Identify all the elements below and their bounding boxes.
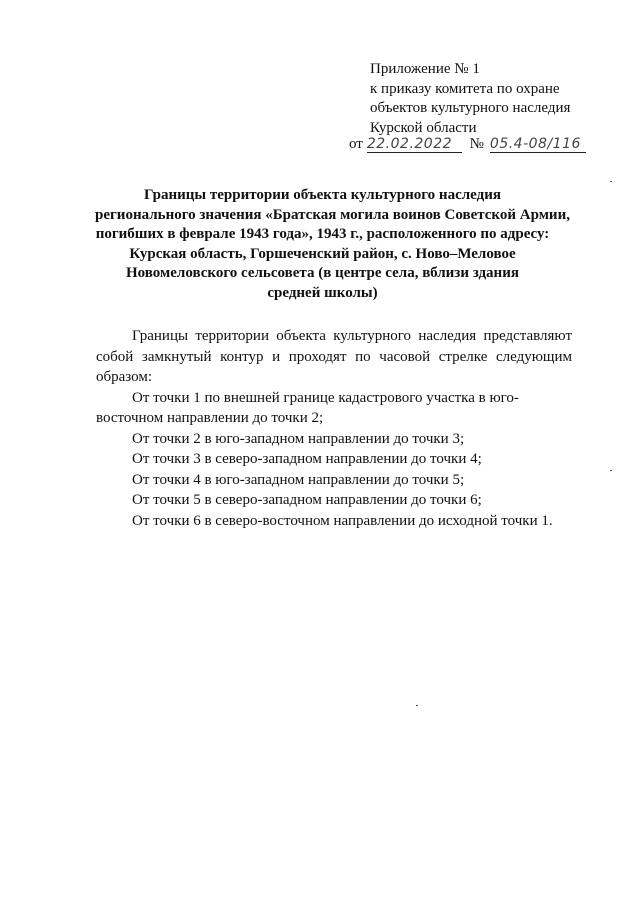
order-date-handwritten: 22.02.2022	[367, 136, 462, 153]
boundary-item: От точки 3 в северо-западном направлении до точки 4;	[132, 451, 482, 467]
document-title	[95, 186, 570, 304]
document-body	[96, 326, 572, 531]
appendix-number: Приложение № 1	[370, 61, 480, 77]
order-number-label: №	[469, 136, 484, 152]
boundary-item: От точки 6 в северо-восточном направлении до исходной точки 1.	[132, 512, 553, 529]
boundary-item: От точки 2 в юго-западном направлении до точки 3;	[132, 430, 465, 447]
scan-speck	[610, 181, 612, 182]
title-line: Новомеловского сельсовета (в центре села, вблизи здания	[126, 265, 519, 282]
title-line: Курская область, Горшеченский район, с. Ново–Меловое	[129, 245, 516, 262]
title-line: погибших в феврале 1943 года», 1943 г., расположенного по адресу:	[95, 226, 550, 243]
appendix-committee: объектов культурного наследия	[370, 100, 571, 116]
appendix-region: Курской области	[370, 119, 477, 136]
title-line: средней школы)	[267, 284, 378, 301]
title-line: регионального значения «Братская могила воинов Советской Армии,	[95, 206, 570, 223]
intro-paragraph: Границы территории объекта культурного наследия представляют собой замкнутый контур и проходят по часовой стрелке следующим образом:	[96, 328, 572, 385]
appendix-header	[370, 60, 570, 138]
boundary-item-continuation: восточном направлении до точки 2;	[96, 410, 324, 426]
boundary-item	[96, 388, 572, 429]
scan-speck	[416, 705, 418, 706]
order-from-label: от	[349, 136, 363, 152]
boundary-item-text: От точки 1 по внешней границе кадастрового участка в юго-	[132, 389, 519, 406]
order-number-handwritten: 05.4-08/116	[490, 136, 586, 153]
order-date-number	[349, 134, 586, 154]
appendix-order-ref: к приказу комитета по охране	[370, 80, 560, 97]
boundary-item: От точки 5 в северо-западном направлении до точки 6;	[132, 492, 482, 508]
title-line: Границы территории объекта культурного наследия	[144, 187, 501, 203]
scan-speck	[610, 470, 612, 471]
boundary-item: От точки 4 в юго-западном направлении до точки 5;	[132, 471, 465, 488]
